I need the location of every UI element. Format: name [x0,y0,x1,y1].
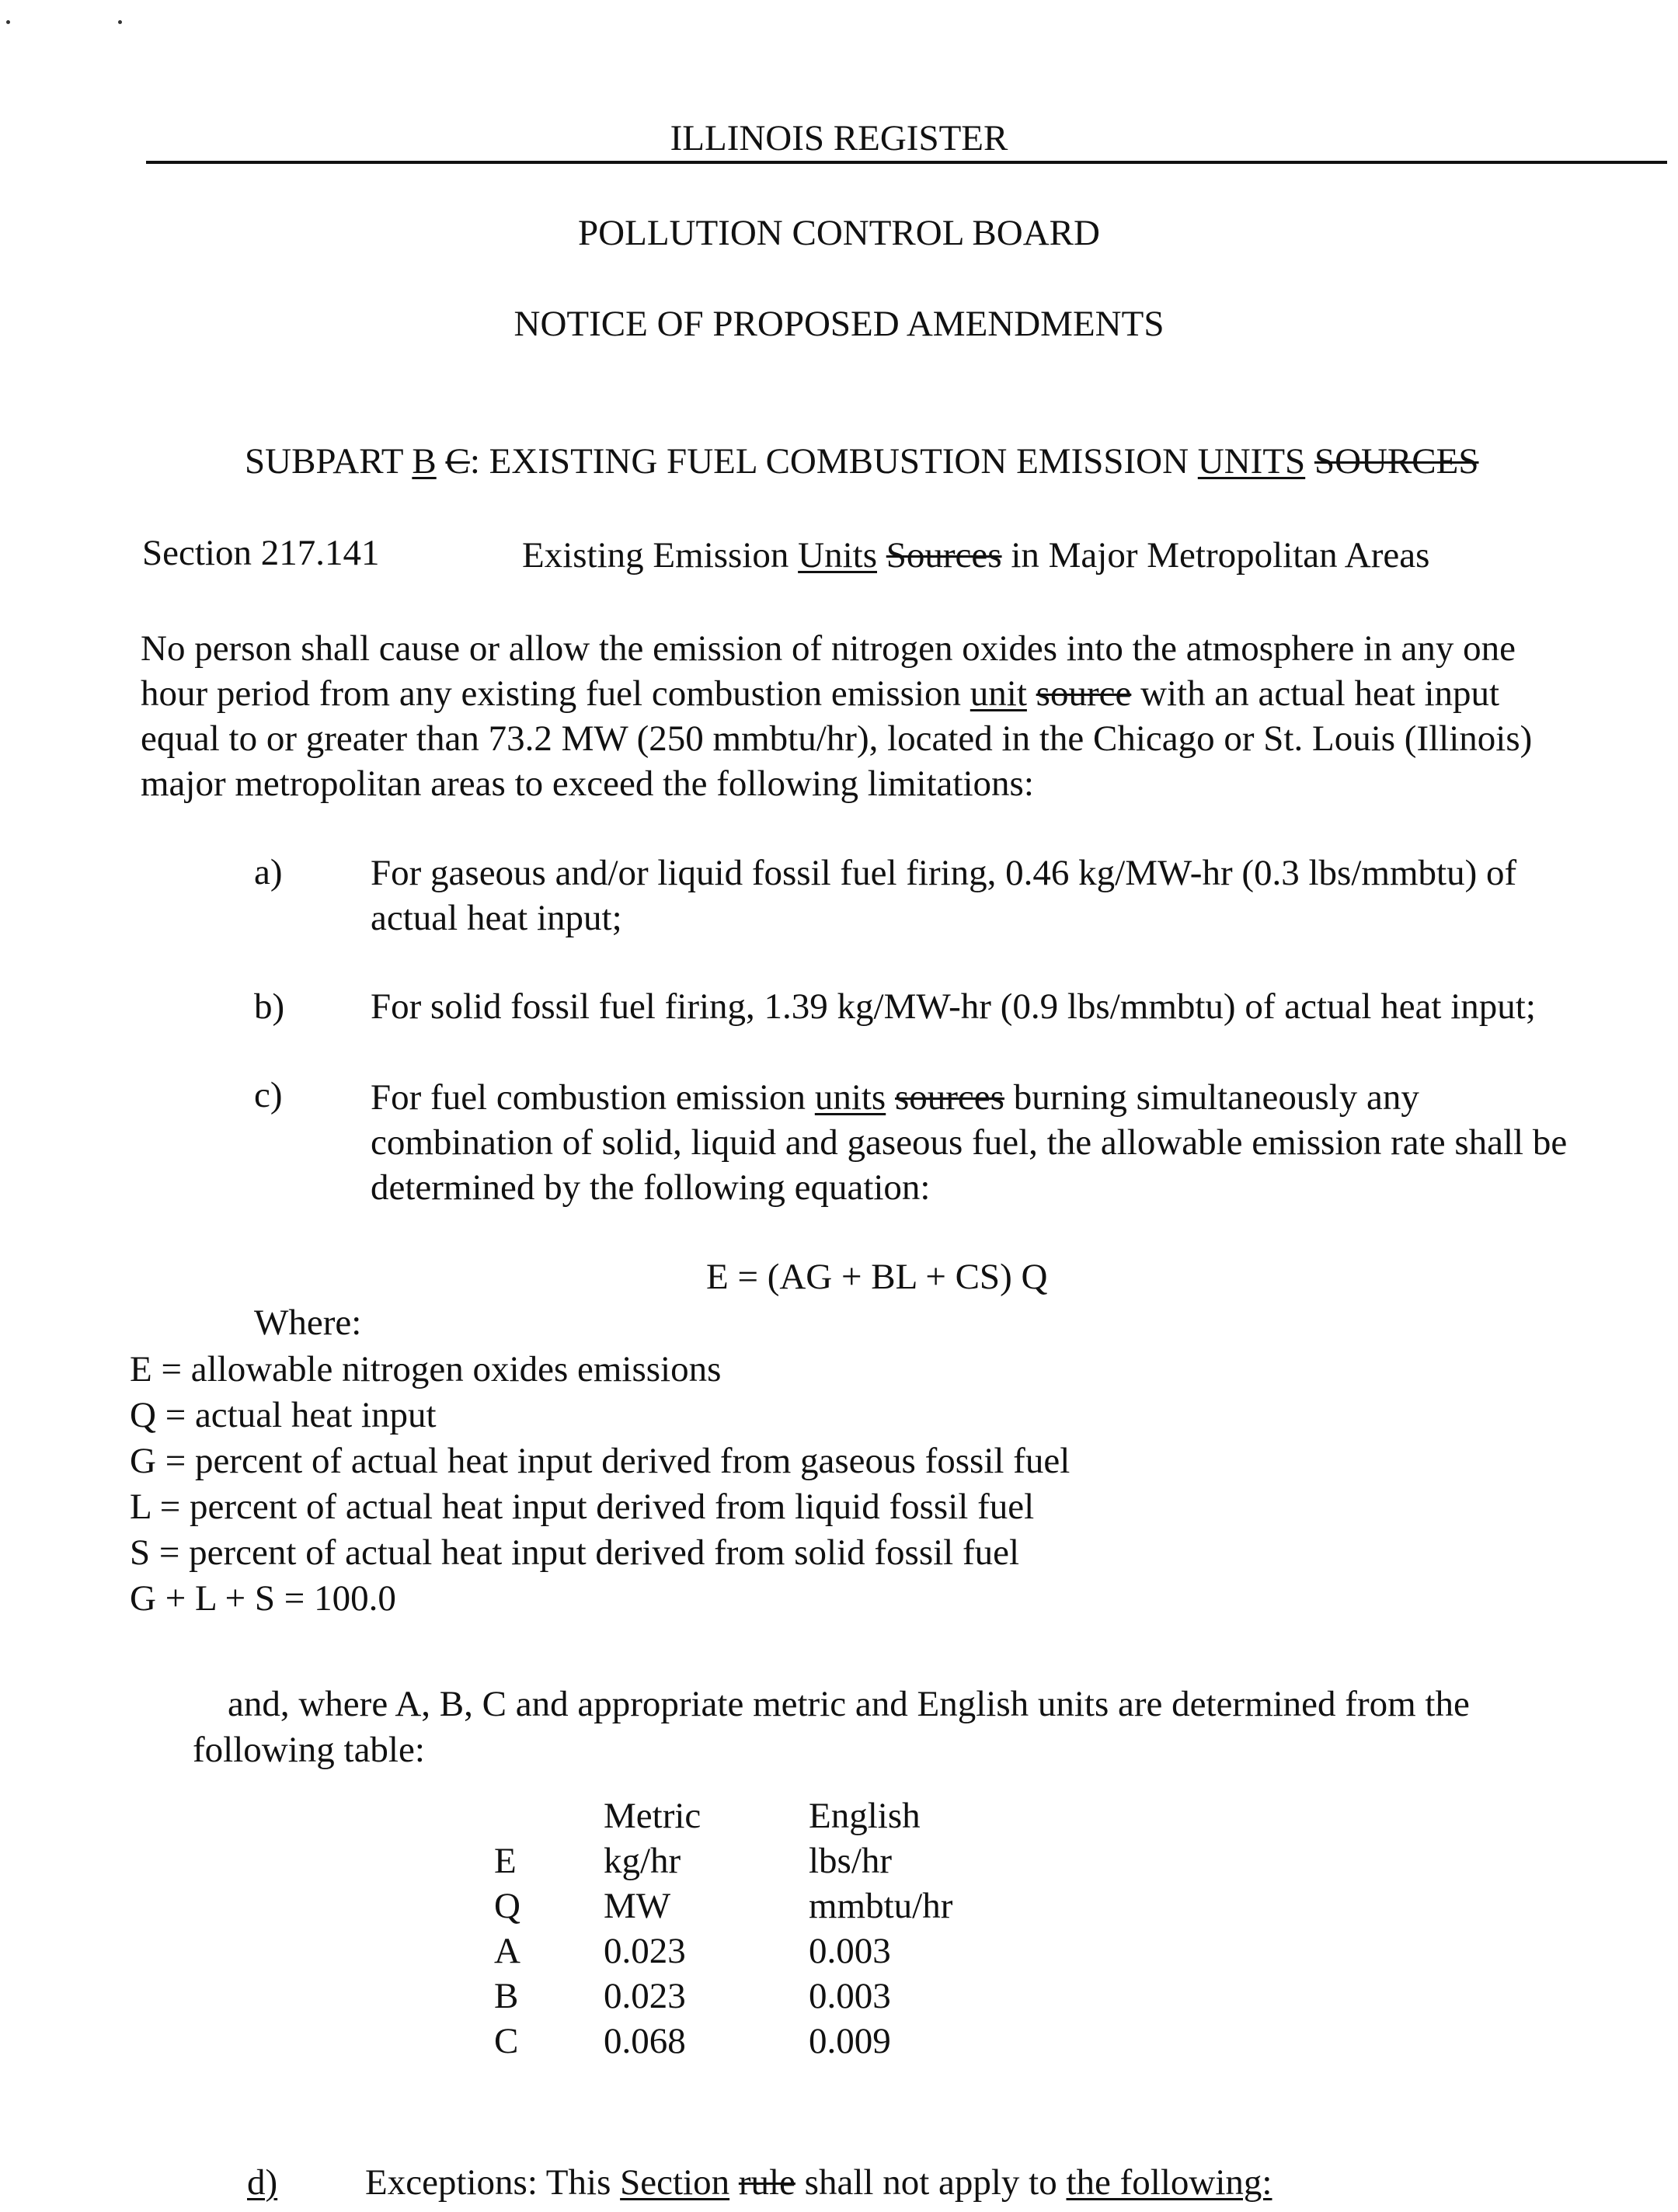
subpart-heading: SUBPART B C: EXISTING FUEL COMBUSTION EMISSION UNITS SOURCES [245,441,1479,482]
item-c-text: For fuel combustion emission units sources burning simultaneously any combination of solid, liquid and gaseous fuel, the allowable emission rate shall be determined by the following equation: [371,1077,1568,1208]
table-cell-metric: 0.068 [604,2021,686,2061]
item-a-text: For gaseous and/or liquid fossil fuel firing, 0.46 kg/MW-hr (0.3 lbs/mmbtu) of actual heat input; [371,853,1517,938]
table-intro-line: and, where A, B, C and appropriate metric and English units are determined from the [228,1684,1470,1724]
intro-line: hour period from any existing fuel combustion emission unit source with an actual heat input [141,673,1500,714]
item-b-text: For solid fossil fuel firing, 1.39 kg/MW-hr (0.9 lbs/mmbtu) of actual heat input; [371,986,1536,1027]
section-title: Existing Emission Units Sources in Major Metropolitan Areas [522,535,1430,576]
scan-mark [118,20,122,24]
emission-equation: E = (AG + BL + CS) Q [706,1257,1048,1297]
definition-line: E = allowable nitrogen oxides emissions [130,1349,722,1389]
item-d-label: d) [247,2162,278,2203]
definition-line: S = percent of actual heat input derived from solid fossil fuel [130,1532,1020,1573]
subpart-old-word: SOURCES [1314,441,1479,482]
notice-title: NOTICE OF PROPOSED AMENDMENTS [513,304,1165,344]
table-cell-metric: 0.023 [604,1931,686,1971]
table-cell-english: 0.003 [809,1976,891,2016]
table-header-metric: Metric [604,1796,701,1836]
item-d-new-phrase: the following: [1066,2162,1272,2203]
intro-line: major metropolitan areas to exceed the following limitations: [141,763,1034,804]
subpart-old-letter: C [445,441,470,482]
section-title-new: Units [798,535,877,576]
item-d-old-word: rule [738,2162,795,2203]
table-row-symbol: E [494,1841,517,1881]
item-c-old-word: sources [894,1077,1004,1118]
table-cell-metric: 0.023 [604,1976,686,2016]
variable-definitions [130,1347,1070,1622]
table-cell-metric: kg/hr [604,1841,681,1881]
table-header-english: English [809,1796,921,1836]
intro-new-word: unit [970,673,1027,714]
definition-line: L = percent of actual heat input derived from liquid fossil fuel [130,1487,1035,1527]
table-cell-metric: MW [604,1886,671,1926]
table-row-symbol: Q [494,1886,520,1926]
table-row-symbol: C [494,2021,519,2061]
board-title: POLLUTION CONTROL BOARD [578,213,1100,253]
item-d-new-word: Section [620,2162,730,2203]
subpart-new-letter: B [412,441,437,482]
definition-line: G = percent of actual heat input derived from gaseous fossil fuel [130,1441,1071,1481]
item-c-label: c) [254,1075,283,1115]
section-number: Section 217.141 [142,533,380,573]
table-cell-english: mmbtu/hr [809,1886,953,1926]
register-title: ILLINOIS REGISTER [670,118,1008,158]
section-title-old: Sources [886,535,1002,576]
table-intro-line: following table: [193,1730,425,1770]
intro-old-word: source [1036,673,1132,714]
scan-mark [6,20,10,24]
subpart-new-word: UNITS [1197,441,1306,482]
intro-line: No person shall cause or allow the emission of nitrogen oxides into the atmosphere in any one [141,628,1516,669]
table-row-symbol: B [494,1976,519,2016]
table-cell-english: 0.009 [809,2021,891,2061]
item-a-label: a) [254,852,283,892]
definition-line: Q = actual heat input [130,1395,437,1435]
intro-paragraph [141,626,1532,806]
intro-line: equal to or greater than 73.2 MW (250 mmbtu/hr), located in the Chicago or St. Louis (Illinois) [141,718,1533,759]
item-b-label: b) [254,986,285,1027]
header-rule [146,161,1667,164]
table-cell-english: 0.003 [809,1931,891,1971]
table-cell-english: lbs/hr [809,1841,893,1881]
item-c-new-word: units [814,1077,886,1118]
item-d-text: Exceptions: This Section rule shall not apply to the following: [365,2162,1272,2203]
definition-line: G + L + S = 100.0 [130,1578,396,1619]
where-label: Where: [254,1303,362,1343]
table-row-symbol: A [494,1931,520,1971]
